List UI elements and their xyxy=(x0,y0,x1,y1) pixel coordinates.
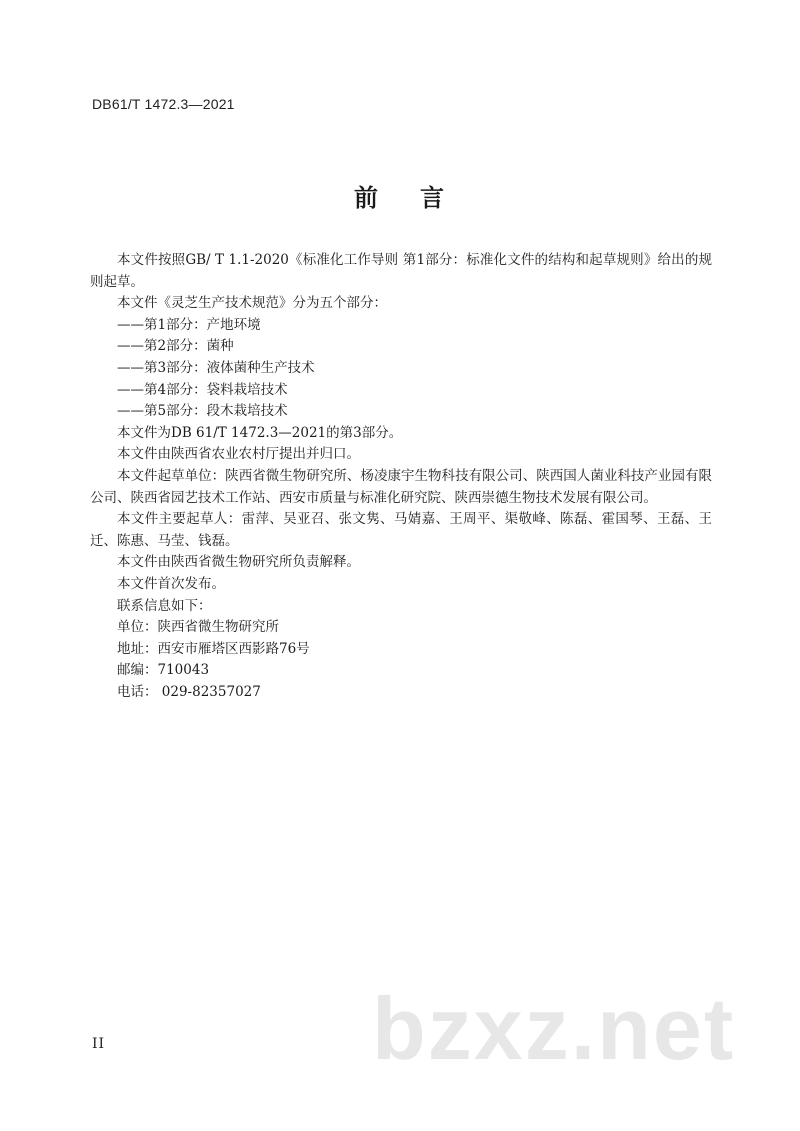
title-char-1: 前 xyxy=(354,184,380,212)
list-item-part-4: ——第4部分：袋料栽培技术 xyxy=(117,381,288,398)
document-code: DB61/T 1472.3—2021 xyxy=(92,96,235,112)
page-title xyxy=(0,178,800,213)
list-item-part-3: ——第3部分：液体菌种生产技术 xyxy=(117,359,315,376)
paragraph-proposed-by: 本文件由陕西省农业农村厅提出并归口。 xyxy=(117,446,360,463)
title-char-2: 言 xyxy=(420,184,446,212)
paragraph-first-release: 本文件首次发布。 xyxy=(117,575,225,592)
paragraph-main-drafters: 本文件主要起草人：雷萍、吴亚召、张文隽、马婧嘉、王周平、渠敬峰、陈磊、霍国琴、王磊、王迁、陈惠、马莹、钱磊。 xyxy=(90,511,712,549)
paragraph-drafting-rules: 本文件按照GB/ T 1.1-2020《标准化工作导则 第1部分：标准化文件的结构和起草规则》给出的规则起草。 xyxy=(90,252,712,290)
watermark: bzxz.net xyxy=(372,979,736,1078)
paragraph-drafting-units: 本文件起草单位：陕西省微生物研究所、杨凌康宇生物科技有限公司、陕西国人菌业科技产业园有限公司、陕西省园艺技术工作站、西安市质量与标准化研究院、陕西崇德生物技术发展有限公司。 xyxy=(90,467,712,506)
contact-postcode: 邮编：710043 xyxy=(117,662,210,679)
contact-unit: 单位：陕西省微生物研究所 xyxy=(117,619,279,636)
paragraph-contact-intro: 联系信息如下： xyxy=(117,597,212,614)
paragraph-parts-intro: 本文件《灵芝生产技术规范》分为五个部分： xyxy=(117,295,387,312)
page-number: II xyxy=(92,1036,106,1052)
paragraph-interpretation: 本文件由陕西省微生物研究所负责解释。 xyxy=(117,554,360,571)
contact-phone: 电话： 029-82357027 xyxy=(117,683,261,700)
list-item-part-2: ——第2部分：菌种 xyxy=(117,338,234,355)
foreword-body xyxy=(90,250,712,703)
list-item-part-1: ——第1部分：产地环境 xyxy=(117,316,261,333)
contact-address: 地址：西安市雁塔区西影路76号 xyxy=(117,640,310,657)
paragraph-this-part: 本文件为DB 61/T 1472.3—2021的第3部分。 xyxy=(117,424,403,441)
list-item-part-5: ——第5部分：段木栽培技术 xyxy=(117,403,288,420)
